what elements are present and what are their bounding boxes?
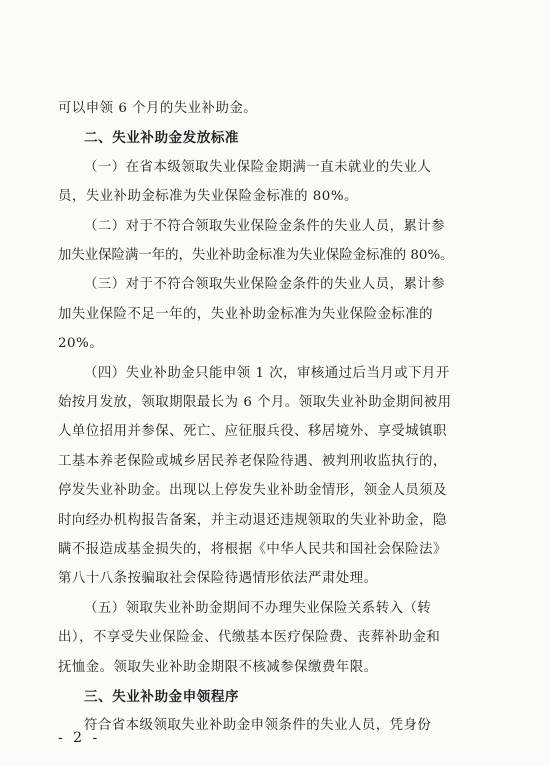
text-line-12: 人单位招用并参保、死亡、应征服兵役、移居境外、享受城镇职 bbox=[58, 424, 447, 440]
section-heading-2: 二、失业补助金发放标准 bbox=[84, 130, 240, 147]
text-line-6: 加失业保险满一年的，失业补助金标准为失业保险金标准的 80%。 bbox=[58, 248, 454, 263]
text-line-13: 工基本养老保险或城乡居民养老保险待遇、被判刑收监执行的， bbox=[58, 453, 447, 469]
text-line-14: 停发失业补助金。出现以上停发失业补助金情形，领金人员须及 bbox=[58, 483, 447, 499]
text-line-15: 时向经办机构报告备案，并主动退还违规领取的失业补助金，隐 bbox=[58, 512, 447, 528]
text-line-16: 瞒不报造成基金损失的，将根据《中华人民共和国社会保险法》 bbox=[58, 542, 447, 557]
text-line-20: 抚恤金。领取失业补助金期限不核减参保缴费年限。 bbox=[58, 659, 378, 675]
text-line-3: （一）在省本级领取失业保险金期满一直未就业的失业人 bbox=[84, 159, 432, 175]
text-line-9: 20%。 bbox=[58, 336, 104, 352]
text-line-17: 第八十八条按骗取社会保险待遇情形依法严肃处理。 bbox=[58, 571, 378, 587]
section-heading-3: 三、失业补助金申领程序 bbox=[84, 689, 240, 705]
page-number: - 2 - bbox=[58, 730, 101, 746]
text-line-10: （四）失业补助金只能申领 1 次，审核通过后当月或下月开 bbox=[84, 365, 450, 381]
text-line-11: 始按月发放，领取期限最长为 6 个月。领取失业补助金期间被用 bbox=[58, 395, 452, 410]
text-line-5: （二）对于不符合领取失业保险金条件的失业人员，累计参 bbox=[84, 218, 446, 234]
text-line-18: （五）领取失业补助金期间不办理失业保险关系转入（转 bbox=[84, 600, 432, 616]
text-line-4: 员，失业补助金标准为失业保险金标准的 80%。 bbox=[58, 189, 358, 205]
text-line-8: 加失业保险不足一年的，失业补助金标准为失业保险金标准的 bbox=[58, 306, 434, 322]
text-line-7: （三）对于不符合领取失业保险金条件的失业人员，累计参 bbox=[84, 277, 446, 293]
text-line-22: 符合省本级领取失业补助金申领条件的失业人员，凭身份 bbox=[84, 718, 432, 734]
text-line-19: 出），不享受失业保险金、代缴基本医疗保险费、丧葬补助金和 bbox=[58, 630, 441, 646]
text-line-1: 可以申领 6 个月的失业补助金。 bbox=[58, 101, 258, 116]
